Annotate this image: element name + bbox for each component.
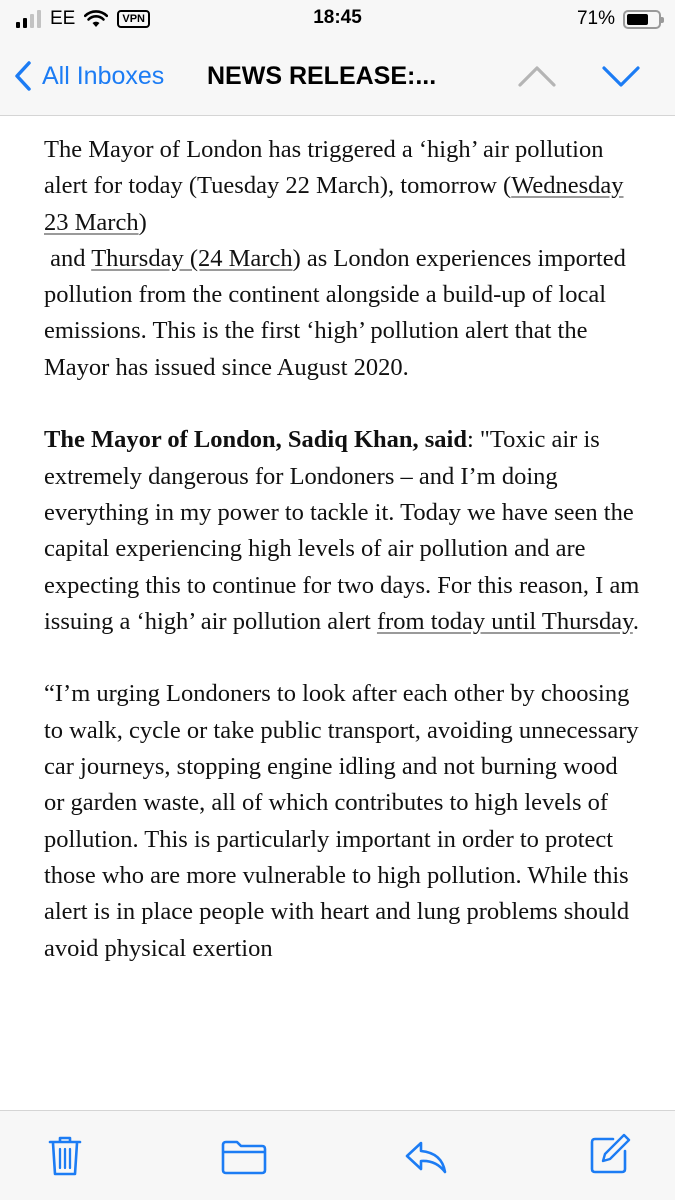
text-segment: The Mayor of London has triggered a ‘high’ air pollution alert for today (Tuesday 22 March), tomorrow ( bbox=[44, 136, 604, 200]
chevron-left-icon bbox=[14, 60, 32, 92]
back-to-inboxes-button[interactable] bbox=[14, 60, 164, 92]
compose-icon[interactable] bbox=[589, 1133, 631, 1175]
text-segment: and bbox=[44, 244, 92, 272]
paragraph-mayor-quote bbox=[44, 422, 644, 640]
bottom-toolbar bbox=[0, 1110, 675, 1200]
reply-icon[interactable] bbox=[404, 1139, 448, 1175]
date-link-wednesday[interactable]: Wednesday 23 March bbox=[44, 172, 624, 236]
previous-message-button[interactable] bbox=[516, 62, 558, 90]
battery-percentage: 71% bbox=[576, 8, 615, 29]
text-segment: ) as London experiences imported pollution from the continent alongside a build-up of local emissions. This is the first ‘high’ pollution alert that the Mayor has issued since August 2020. bbox=[44, 244, 626, 381]
text-segment: ) bbox=[138, 208, 147, 236]
next-message-button[interactable] bbox=[600, 62, 642, 90]
date-link-thursday[interactable]: Thursday (24 March bbox=[91, 244, 293, 272]
mail-nav-bar bbox=[0, 40, 675, 116]
message-subject-title: NEWS RELEASE:... bbox=[207, 62, 437, 90]
carrier-name: EE bbox=[50, 8, 76, 29]
battery-icon bbox=[623, 10, 661, 29]
text-segment: : "Toxic air is extremely dangerous for Londoners – and I’m doing everything in my power to tackle it. Today we have seen the capital experiencing high levels of air pollution and are expecting this to continue for two days. For this reason, I am issuing a ‘high’ air pollution alert bbox=[44, 426, 640, 635]
message-body bbox=[44, 132, 644, 1110]
paragraph-urging: “I’m urging Londoners to look after each other by choosing to walk, cycle or take public transport, avoiding unnecessary car journeys, stopping engine idling and not burning wood or garden waste, all of which contributes to high levels of pollution. This is particularly important in order to protect those who are more vulnerable to high pollution. While this alert is in place people with heart and lung problems should avoid physical exertion bbox=[44, 680, 639, 962]
speaker-name: The Mayor of London, Sadiq Khan, said bbox=[44, 426, 467, 454]
paragraph-alert bbox=[44, 132, 644, 386]
text-segment: . bbox=[632, 607, 639, 635]
status-right bbox=[577, 8, 661, 30]
folder-icon[interactable] bbox=[221, 1139, 267, 1175]
vpn-badge: VPN bbox=[117, 10, 150, 28]
back-button-label: All Inboxes bbox=[42, 61, 165, 90]
battery-level-fill bbox=[627, 14, 648, 25]
status-bar bbox=[0, 0, 675, 40]
clock: 18:45 bbox=[313, 7, 362, 28]
date-link-range[interactable]: from today until Thursday bbox=[376, 607, 633, 635]
trash-icon[interactable] bbox=[48, 1135, 82, 1177]
